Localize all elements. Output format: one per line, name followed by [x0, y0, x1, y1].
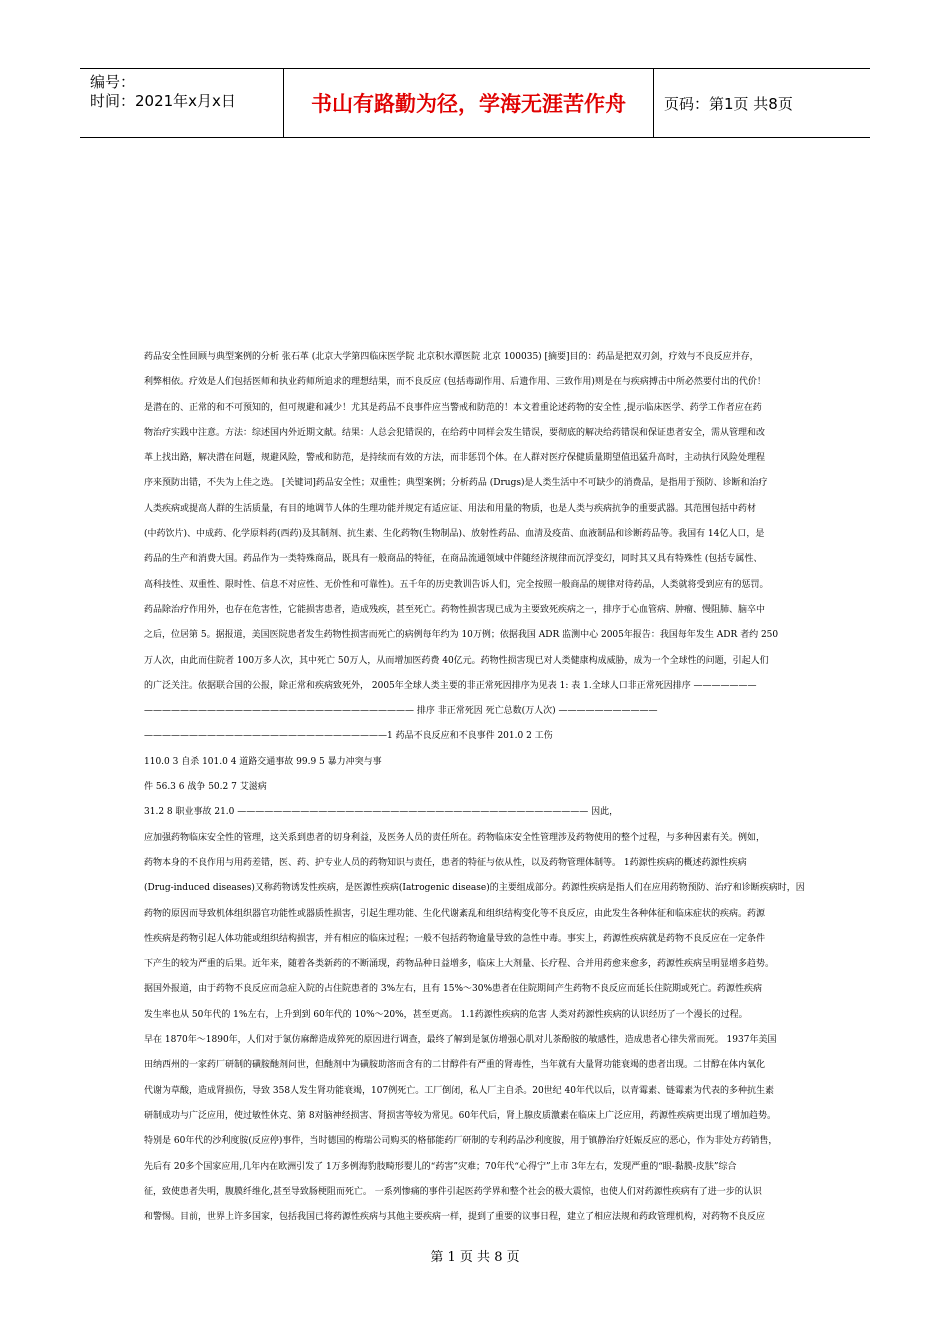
body-line: 药品除治疗作用外，也存在危害性，它能损害患者，造成残疾，甚至死亡。药物性损害现已成为主要致死疾病之一，排序于心血管病、肿瘤、慢阻肺、脑卒中: [144, 604, 766, 615]
body-line: 人类疾病或提高人群的生活质量，有目的地调节人体的生理功能并规定有适应证、用法和用量的物质，也是人类与疾病抗争的重要武器。其范围包括中药材: [144, 503, 757, 514]
body-line: 药品的生产和消费大国。药品作为一类特殊商品，既具有一般商品的特征，在商品流通领域中伴随经济规律而沉浮变幻，同时其又具有特殊性 (包括专属性、: [144, 554, 763, 565]
body-line: 应加强药物临床安全性的管理，这关系到患者的切身利益，及医务人员的责任所在。药物临床安全性管理涉及药物使用的整个过程，与多种因素有关。例如，: [144, 832, 766, 843]
body-line: 下产生的较为严重的后果。近年来，随着各类新药的不断涌现，药物品种日益增多，临床上大剂量、长疗程、合并用药愈来愈多，药源性疾病呈明显增多趋势。: [144, 959, 775, 970]
body-line: 药物的原因而导致机体组织器官功能性或器质性损害，引起生理功能、生化代谢紊乱和组织结构变化等不良反应，由此发生各种体征和临床症状的疾病。药源: [144, 908, 766, 919]
body-line: 31.2 8 职业事故 21.0 ——————————————————————————————————————— 因此，: [144, 807, 619, 818]
body-line: 高科技性、双重性、限时性、信息不对应性、无价性和可靠性)。五千年的历史教训告诉人们，完全按照一般商品的规律对待药品，人类就将受到应有的惩罚。: [144, 579, 769, 590]
body-line: 征，致使患者失明，腹膜纤维化,甚至导致肠梗阻而死亡。 一系列惨痛的事件引起医药学界和整个社会的极大震惊，也使人们对药源性疾病有了进一步的认识: [144, 1186, 762, 1197]
document-date-label: 时间：2021年x月x日: [90, 92, 236, 110]
body-line: 万人次，由此而住院者 100万多人次，其中死亡 50万人，从而增加医药费 40亿元。药物性损害现已对人类健康构成威胁，成为一个全球性的问题，引起人们: [144, 655, 769, 666]
body-line: 先后有 20多个国家应用,几年内在欧洲引发了 1万多例海豹肢畸形婴儿的“药害”灾难；70年代“心得宁”上市 3年左右，发现严重的“眼-黏膜-皮肤”综合: [144, 1161, 737, 1172]
body-line: 研制成功与广泛应用，使过敏性休克、第 8对脑神经损害、肾损害等较为常见。60年代后，肾上腺皮质激素在临床上广泛应用，药源性疾病更出现了增加趋势。: [144, 1110, 777, 1121]
body-line: (中药饮片)、中成药、化学原料药(西药)及其制剂、抗生素、生化药物(生物制品)、放射性药品、血清及疫苗、血液制品和诊断药品等。我国有 14亿人口，是: [144, 529, 765, 540]
body-line: 利弊相依。疗效是人们包括医师和执业药师所追求的理想结果，而不良反应 (包括毒副作用、后遗作用、三致作用)则是在与疾病搏击中所必然要付出的代价！: [144, 377, 766, 388]
body-line: 早在 1870年～1890年，人们对于氯仿麻醉造成猝死的原因进行调查，最终了解到是氯仿增强心肌对儿茶酚胺的敏感性，造成患者心律失常而死。 1937年美国: [144, 1035, 777, 1046]
header-meta: [80, 69, 284, 137]
page-header: [80, 68, 870, 138]
header-motto: 书山有路勤为径，学海无涯苦作舟: [284, 69, 654, 137]
body-line: 之后，位居第 5。据报道，美国医院患者发生药物性损害而死亡的病例每年约为 10万例；依据我国 ADR 监测中心 2005年报告：我国每年发生 ADR 者约 250: [144, 630, 779, 641]
article-body: [144, 345, 809, 1230]
body-line: 药物本身的不良作用与用药差错，医、药、护专业人员的药物知识与责任，患者的特征与依从性，以及药物管理体制等。 1药源性疾病的概述药源性疾病: [144, 857, 747, 868]
body-line: 药品安全性回顾与典型案例的分析 张石革 (北京大学第四临床医学院 北京积水潭医院 北京 100035) [摘要]目的：药品是把双刃剑，疗效与不良反应并存，: [144, 352, 759, 362]
body-line: 革上找出路，解决潜在问题，规避风险，警戒和防范，是持续而有效的方法，而非惩罚个体。在人群对医疗保健质量期望值迅猛升高时，主动执行风险处理程: [144, 453, 766, 464]
body-line: 和警惕。目前，世界上许多国家，包括我国已将药源性疾病与其他主要疾病一样，提到了重要的议事日程，建立了相应法规和药政管理机构，对药物不良反应: [144, 1212, 766, 1223]
header-page-number: 页码：第1页 共8页: [664, 94, 793, 113]
body-line: 是潜在的、正常的和不可预知的，但可规避和减少！尤其是药品不良事件应当警戒和防范的！本文着重论述药物的安全性 ,提示临床医学、药学工作者应在药: [144, 402, 762, 413]
body-line: 代谢为草酸，造成肾损伤，导致 358人发生肾功能衰竭，107例死亡。工厂倒闭，私人厂主自杀。20世纪 40年代以后，以青霉素、链霉素为代表的多种抗生素: [144, 1085, 774, 1096]
body-line: ———————————————————————————1 药品不良反应和不良事件 201.0 2 工伤: [144, 731, 553, 742]
body-line: 据国外报道，由于药物不良反应而急症入院的占住院患者的 3%左右，且有 15%～30%患者在住院期间产生药物不良反应而延长住院期或死亡。药源性疾病: [144, 984, 763, 995]
body-line: 特别是 60年代的沙利度胺(反应停)事件，当时德国的梅瑞公司购买的格郁能药厂研制的专利药品沙利度胺，用于镇静治疗妊娠反应的恶心，作为非处方药销售，: [144, 1136, 778, 1147]
body-line: 发生率也从 50年代的 1%左右，上升到到 60年代的 10%～20%，甚至更高。 1.1药源性疾病的危害 人类对药源性疾病的认识经历了一个漫长的过程。: [144, 1009, 748, 1020]
body-line: 性疾病是药物引起人体功能或组织结构损害，并有相应的临床过程；一般不包括药物逾量导致的急性中毒。事实上，药源性疾病就是药物不良反应在一定条件: [144, 933, 766, 944]
body-line: (Drug-induced diseases)又称药物诱发性疾病，是医源性疾病(Iatrogenic disease)的主要组成部分。药源性疾病是指人们在应用药物预防、治疗和诊断疾病时，因: [144, 883, 805, 894]
body-line: 序来预防出错，不失为上佳之选。 [关键词]药品安全性；双重性；典型案例；分析药品 (Drugs)是人类生活中不可缺少的消费品，是指用于预防、诊断和治疗: [144, 478, 768, 489]
page-footer: 第 1 页 共 8 页: [430, 1250, 520, 1265]
body-line: 110.0 3 自杀 101.0 4 道路交通事故 99.9 5 暴力冲突与事: [144, 756, 382, 767]
document-number-label: 编号：: [90, 73, 136, 91]
body-line: 的广泛关注。依据联合国的公报，除正常和疾病致死外， 2005年全球人类主要的非正常死因排序为见表 1: 表 1.全球人口非正常死因排序 ———————: [144, 680, 757, 691]
body-line: 物治疗实践中注意。方法：综述国内外近期文献。结果：人总会犯错误的，在给药中同样会发生错误，要彻底的解决给药错误和保证患者安全，需从管理和改: [144, 427, 766, 438]
body-line: 件 56.3 6 战争 50.2 7 艾滋病: [144, 782, 267, 793]
body-line: —————————————————————————————— 排序 非正常死因 死亡总数(万人次) ———————————: [144, 706, 658, 717]
body-line: 田纳西州的一家药厂研制的磺胺酏剂问世，但酏剂中为磺胺助溶而含有的二甘醇件有严重的肾毒性，当年就有大量肾功能衰竭的患者出现。二甘醇在体内氧化: [144, 1060, 766, 1071]
